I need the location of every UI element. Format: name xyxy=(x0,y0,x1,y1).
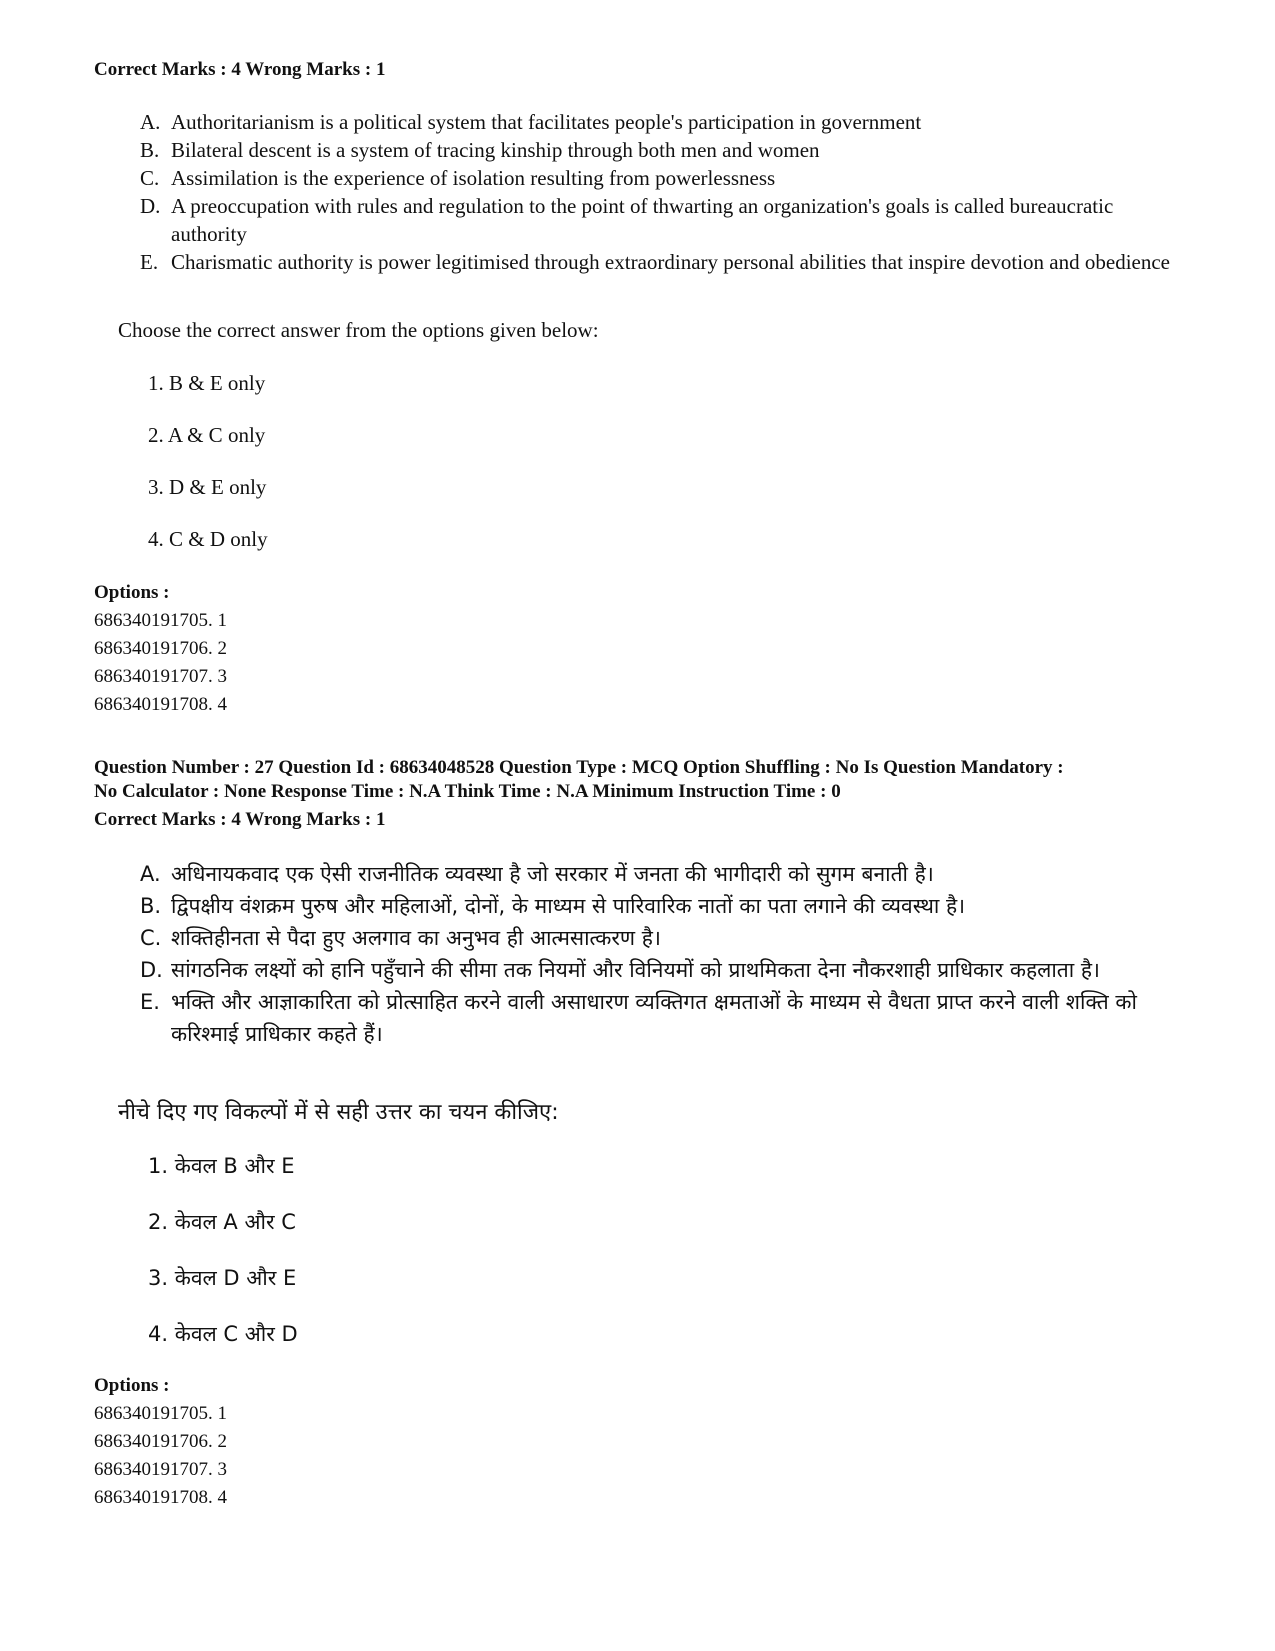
q2-option-4: 686340191708. 4 xyxy=(94,1487,227,1508)
q1-choice-3: 3. D & E only xyxy=(148,475,267,499)
q2-statement-a: A. अधिनायकवाद एक ऐसी राजनीतिक व्यवस्था है जो सरकार में जनता की भागीदारी को सुगम बनाती है। xyxy=(140,862,934,886)
q2-choice-4: 4. केवल C और D xyxy=(148,1322,298,1346)
q1-statements xyxy=(140,108,1180,276)
q2-header-line-2: No Calculator : None Response Time : N.A Think Time : N.A Minimum Instruction Time : 0 xyxy=(94,781,841,802)
q2-header-line-1: Question Number : 27 Question Id : 68634048528 Question Type : MCQ Option Shuffling : No Is Question Mandatory : xyxy=(94,757,1064,778)
q1-option-3: 686340191707. 3 xyxy=(94,666,227,687)
q1-statement-d: D. A preoccupation with rules and regulation to the point of thwarting an organization's goals is called bureaucratic authority xyxy=(140,194,1114,246)
q1-option-2: 686340191706. 2 xyxy=(94,638,227,659)
q2-statements xyxy=(140,858,1180,1050)
q1-marks: Correct Marks : 4 Wrong Marks : 1 xyxy=(94,59,386,80)
q1-statement-b: B. Bilateral descent is a system of tracing kinship through both men and women xyxy=(140,138,820,162)
q2-statement-b: B. द्विपक्षीय वंशक्रम पुरुष और महिलाओं, दोनों, के माध्यम से पारिवारिक नातों का पता लगाने की व्यवस्था है। xyxy=(140,894,966,918)
q1-options-title: Options : xyxy=(94,582,170,603)
q2-instruction: नीचे दिए गए विकल्पों में से सही उत्तर का चयन कीजिए: xyxy=(118,1100,559,1125)
q2-option-1: 686340191705. 1 xyxy=(94,1403,227,1424)
q2-marks: Correct Marks : 4 Wrong Marks : 1 xyxy=(94,809,386,830)
q1-choice-1: 1. B & E only xyxy=(148,371,266,395)
q1-option-1: 686340191705. 1 xyxy=(94,610,227,631)
q2-statement-c: C. शक्तिहीनता से पैदा हुए अलगाव का अनुभव ही आत्मसात्करण है। xyxy=(140,926,661,950)
q2-choice-3: 3. केवल D और E xyxy=(148,1266,297,1290)
q1-choice-2: 2. A & C only xyxy=(148,423,266,447)
q1-option-4: 686340191708. 4 xyxy=(94,694,227,715)
q2-choice-1: 1. केवल B और E xyxy=(148,1154,295,1178)
q2-option-3: 686340191707. 3 xyxy=(94,1459,227,1480)
q2-statement-d: D. सांगठनिक लक्ष्यों को हानि पहुँचाने की सीमा तक नियमों और विनियमों को प्राथमिकता देना नौकरशाही प्राधिकार कहलाता है। xyxy=(140,958,1100,982)
q2-options-title: Options : xyxy=(94,1375,170,1396)
q2-option-2: 686340191706. 2 xyxy=(94,1431,227,1452)
q1-choice-4: 4. C & D only xyxy=(148,527,268,551)
q2-header xyxy=(94,756,1184,804)
q1-statement-c: C. Assimilation is the experience of isolation resulting from powerlessness xyxy=(140,166,776,190)
q2-statement-e: E. भक्ति और आज्ञाकारिता को प्रोत्साहित करने वाली असाधारण व्यक्तिगत क्षमताओं के माध्यम से वैधता प्राप्त करने वाली शक्ति को करिश्माई प्राधिकार कहते हैं। xyxy=(140,990,1137,1046)
q1-instruction: Choose the correct answer from the options given below: xyxy=(118,318,599,342)
q1-statement-e: E. Charismatic authority is power legitimised through extraordinary personal abilities that inspire devotion and obedience xyxy=(140,250,1170,274)
q1-statement-a: A. Authoritarianism is a political system that facilitates people's participation in government xyxy=(140,110,922,134)
q2-choice-2: 2. केवल A और C xyxy=(148,1210,296,1234)
